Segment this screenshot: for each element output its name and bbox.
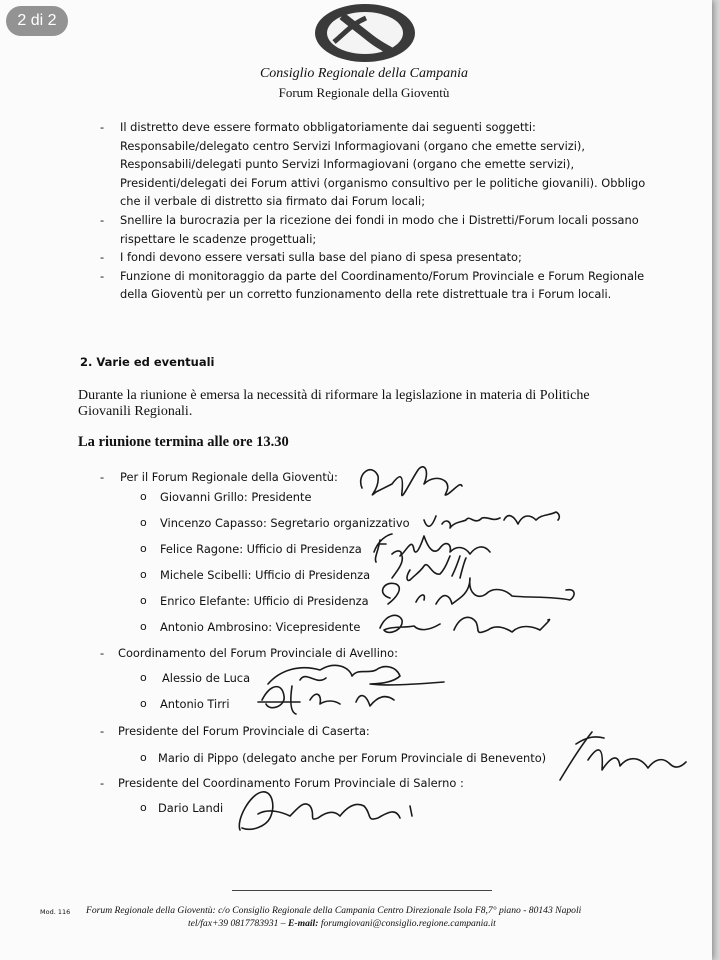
signature-ragone	[374, 534, 490, 562]
signature-landi	[239, 792, 412, 830]
footer-email-label: E-mail:	[288, 918, 319, 929]
member-name: Antonio Ambrosino: Vicepresidente	[160, 620, 361, 634]
list-item: - Il distretto deve essere formato obbligatoriamente dai seguenti soggetti: Responsabile/delegato centro Servizi Informagiovani (organo che emette servizi), Responsabili/delegati punto Servizi Informagiovani (organo che emette servizi), Presidenti/delegati dei Forum attivi (organismo consultivo per le politiche giovanili). Obbligo che il verbale di distretto sia firmato dai Forum locali;	[100, 118, 660, 211]
signature-capasso	[424, 512, 559, 528]
circle-marker: o	[140, 697, 147, 710]
signature-tirri	[258, 686, 394, 714]
dash-marker: -	[100, 724, 105, 738]
meeting-end-statement: La riunione termina alle ore 13.30	[78, 434, 289, 450]
member-name: Antonio Tirri	[160, 697, 230, 711]
list-item: - Snellire la burocrazia per la ricezione dei fondi in modo che i Distretti/Forum locali possano rispettare le scadenze progettuali;	[100, 211, 660, 248]
requirements-list	[100, 118, 660, 304]
dash-marker: -	[100, 470, 105, 484]
header-organization: Consiglio Regionale della Campania	[259, 66, 469, 81]
footer-divider	[232, 890, 492, 891]
circle-marker: o	[140, 568, 147, 581]
header-forum: Forum Regionale della Gioventù	[278, 85, 450, 100]
signature-ambrosino	[380, 615, 550, 632]
circle-marker: o	[140, 620, 147, 633]
signature-grillo	[361, 467, 462, 496]
group-title: Presidente del Coordinamento Forum Provinciale di Salerno :	[118, 776, 464, 790]
signature-deluca	[268, 665, 444, 684]
list-item: - I fondi devono essere versati sulla base del piano di spesa presentato;	[100, 248, 660, 267]
circle-marker: o	[140, 671, 147, 684]
list-item: - Funzione di monitoraggio da parte del Coordinamento/Forum Provinciale e Forum Regionale della Gioventù per un corretto funzionamento della rete distrettuale tra i Forum locali.	[100, 267, 660, 304]
member-name: Michele Scibelli: Ufficio di Presidenza	[160, 568, 371, 582]
circle-marker: o	[140, 542, 147, 555]
member-name: Alessio de Luca	[162, 671, 251, 685]
regional-council-logo	[312, 2, 418, 64]
dash-marker: -	[100, 776, 105, 790]
member-name: Enrico Elefante: Ufficio di Presidenza	[160, 594, 369, 608]
signature-scibelli	[392, 556, 466, 580]
circle-marker: o	[140, 751, 147, 764]
section-heading: 2. Varie ed eventuali	[80, 355, 215, 369]
member-name: Dario Landi	[158, 801, 224, 815]
group-title: Coordinamento del Forum Provinciale di Avellino:	[118, 646, 398, 660]
circle-marker: o	[140, 801, 147, 814]
circle-marker: o	[140, 516, 147, 529]
group-title: Per il Forum Regionale della Gioventù:	[120, 470, 338, 484]
member-name: Vincenzo Capasso: Segretario organizzativo	[160, 516, 410, 530]
member-name: Mario di Pippo (delegato anche per Forum Provinciale di Benevento)	[158, 751, 547, 765]
page-indicator[interactable]: 2 di 2	[6, 6, 68, 36]
circle-marker: o	[140, 490, 147, 503]
footer-address: Forum Regionale della Gioventù: c/o Consiglio Regionale della Campania Centro Direzionale Isola F8,7° piano - 80143 Napoli	[86, 905, 582, 916]
footer-contact	[188, 918, 496, 929]
member-name: Felice Ragone: Ufficio di Presidenza	[160, 542, 362, 556]
footer-phone: tel/fax+39 0817783931 –	[188, 918, 286, 929]
group-title: Presidente del Forum Provinciale di Caserta:	[118, 724, 370, 738]
member-name: Giovanni Grillo: Presidente	[160, 490, 312, 504]
signature-elefante	[383, 578, 575, 604]
footer-email[interactable]: forumgiovani@consiglio.regione.campania.it	[320, 918, 496, 929]
section-paragraph: Durante la riunione è emersa la necessità di riformare la legislazione in materia di Politiche Giovanili Regionali.	[78, 388, 590, 419]
circle-marker: o	[140, 594, 147, 607]
form-model-number: Mod. 116	[40, 908, 71, 916]
signature-dipippo	[560, 732, 686, 780]
dash-marker: -	[100, 646, 105, 660]
